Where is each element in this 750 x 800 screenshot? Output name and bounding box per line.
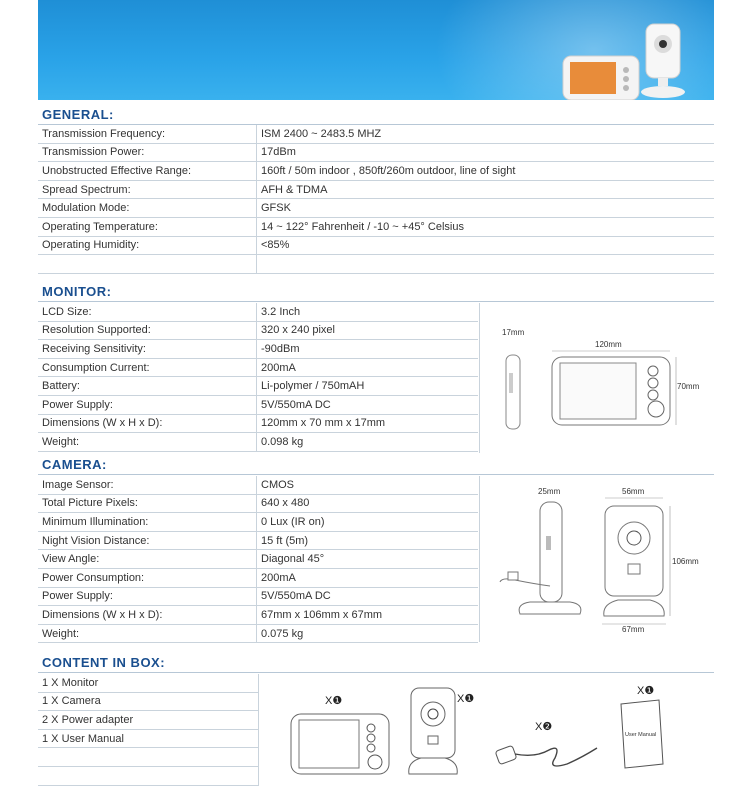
spec-key: Image Sensor: — [38, 476, 257, 494]
table-row — [38, 236, 714, 255]
spec-key: Night Vision Distance: — [38, 531, 257, 550]
table-row — [38, 340, 478, 359]
spec-value — [257, 255, 715, 274]
spec-value: 67mm x 106mm x 67mm — [257, 606, 479, 625]
spec-value: 160ft / 50m indoor , 850ft/260m outdoor, line of sight — [257, 162, 715, 181]
section-rule — [38, 301, 714, 302]
section-rule — [38, 474, 714, 475]
spec-key: Dimensions (W x H x D): — [38, 414, 257, 433]
table-row — [38, 606, 478, 625]
spec-value: CMOS — [257, 476, 479, 494]
monitor-table — [38, 303, 478, 452]
spec-value: -90dBm — [257, 340, 479, 359]
general-table — [38, 125, 714, 274]
table-row — [38, 748, 259, 767]
box-contents-illustration — [259, 674, 714, 786]
table-row — [38, 531, 478, 550]
table-row — [38, 162, 714, 181]
spec-value: 640 x 480 — [257, 494, 479, 513]
table-row — [38, 255, 714, 274]
box-item: 1 X Monitor — [38, 674, 259, 692]
spec-key: Unobstructed Effective Range: — [38, 162, 257, 181]
table-row — [38, 766, 259, 785]
table-row — [38, 513, 478, 532]
spec-value: 5V/550mA DC — [257, 395, 479, 414]
manual-cover-label: User Manual — [625, 732, 657, 738]
spec-key: Modulation Mode: — [38, 199, 257, 218]
header-banner — [38, 0, 714, 100]
table-row — [38, 711, 259, 730]
table-row — [38, 674, 259, 692]
product-photo — [38, 0, 714, 100]
spec-key — [38, 255, 257, 274]
qty-manual: X❶ — [637, 685, 655, 697]
qty-adapter: X❷ — [535, 721, 553, 733]
spec-value: AFH & TDMA — [257, 180, 715, 199]
spec-value: 0.075 kg — [257, 624, 479, 643]
spec-key: LCD Size: — [38, 303, 257, 321]
spec-key: Transmission Frequency: — [38, 125, 257, 143]
camera-depth-label: 25mm — [538, 487, 561, 496]
spec-value: 120mm x 70 mm x 17mm — [257, 414, 479, 433]
spec-key: Weight: — [38, 624, 257, 643]
table-row — [38, 180, 714, 199]
box-item: 1 X Camera — [38, 692, 259, 711]
box-item — [38, 766, 259, 785]
table-row — [38, 217, 714, 236]
spec-key: Operating Temperature: — [38, 217, 257, 236]
spec-key: Minimum Illumination: — [38, 513, 257, 532]
spec-value: 320 x 240 pixel — [257, 321, 479, 340]
table-row — [38, 550, 478, 569]
camera-table — [38, 476, 478, 643]
section-title-general: GENERAL: — [42, 107, 114, 122]
spec-value: Diagonal 45° — [257, 550, 479, 569]
spec-value: 17dBm — [257, 143, 715, 162]
table-row — [38, 321, 478, 340]
table-row — [38, 414, 478, 433]
spec-value: 3.2 Inch — [257, 303, 479, 321]
table-row — [38, 125, 714, 143]
spec-key: View Angle: — [38, 550, 257, 569]
camera-dimension-drawing — [479, 476, 715, 642]
table-row — [38, 624, 478, 643]
camera-bottom-width-label: 67mm — [622, 625, 645, 634]
spec-value: 0.098 kg — [257, 433, 479, 452]
spec-value: 200mA — [257, 568, 479, 587]
spec-key: Operating Humidity: — [38, 236, 257, 255]
box-item: 2 X Power adapter — [38, 711, 259, 730]
spec-key: Consumption Current: — [38, 358, 257, 377]
table-row — [38, 729, 259, 748]
table-row — [38, 433, 478, 452]
box-contents-table — [38, 674, 259, 786]
spec-key: Receiving Sensitivity: — [38, 340, 257, 359]
table-row — [38, 303, 478, 321]
spec-key: Total Picture Pixels: — [38, 494, 257, 513]
camera-height-label: 106mm — [672, 557, 699, 566]
spec-key: Power Supply: — [38, 587, 257, 606]
spec-key: Battery: — [38, 377, 257, 396]
box-item — [38, 748, 259, 767]
spec-value: Li-polymer / 750mAH — [257, 377, 479, 396]
table-row — [38, 143, 714, 162]
spec-value: 0 Lux (IR on) — [257, 513, 479, 532]
section-title-camera: CAMERA: — [42, 457, 107, 472]
table-row — [38, 358, 478, 377]
spec-key: Weight: — [38, 433, 257, 452]
spec-key: Dimensions (W x H x D): — [38, 606, 257, 625]
table-row — [38, 199, 714, 218]
spec-value: <85% — [257, 236, 715, 255]
spec-value: 14 ~ 122° Fahrenheit / -10 ~ +45° Celsius — [257, 217, 715, 236]
spec-value: 5V/550mA DC — [257, 587, 479, 606]
monitor-dimension-drawing — [479, 303, 715, 453]
qty-camera: X❶ — [457, 693, 475, 705]
section-rule — [38, 672, 714, 673]
table-row — [38, 494, 478, 513]
table-row — [38, 587, 478, 606]
spec-key: Power Supply: — [38, 395, 257, 414]
table-row — [38, 377, 478, 396]
spec-key: Resolution Supported: — [38, 321, 257, 340]
camera-top-width-label: 56mm — [622, 487, 645, 496]
spec-key: Transmission Power: — [38, 143, 257, 162]
spec-key: Spread Spectrum: — [38, 180, 257, 199]
qty-monitor: X❶ — [325, 695, 343, 707]
monitor-height-label: 70mm — [677, 382, 700, 391]
spec-key: Power Consumption: — [38, 568, 257, 587]
spec-value: 15 ft (5m) — [257, 531, 479, 550]
table-row — [38, 476, 478, 494]
table-row — [38, 692, 259, 711]
spec-value: GFSK — [257, 199, 715, 218]
monitor-width-label: 120mm — [595, 340, 622, 349]
spec-value: 200mA — [257, 358, 479, 377]
spec-value: ISM 2400 ~ 2483.5 MHZ — [257, 125, 715, 143]
box-item: 1 X User Manual — [38, 729, 259, 748]
section-title-monitor: MONITOR: — [42, 284, 112, 299]
section-title-box: CONTENT IN BOX: — [42, 655, 166, 670]
table-row — [38, 395, 478, 414]
table-row — [38, 568, 478, 587]
monitor-depth-label: 17mm — [502, 328, 525, 337]
